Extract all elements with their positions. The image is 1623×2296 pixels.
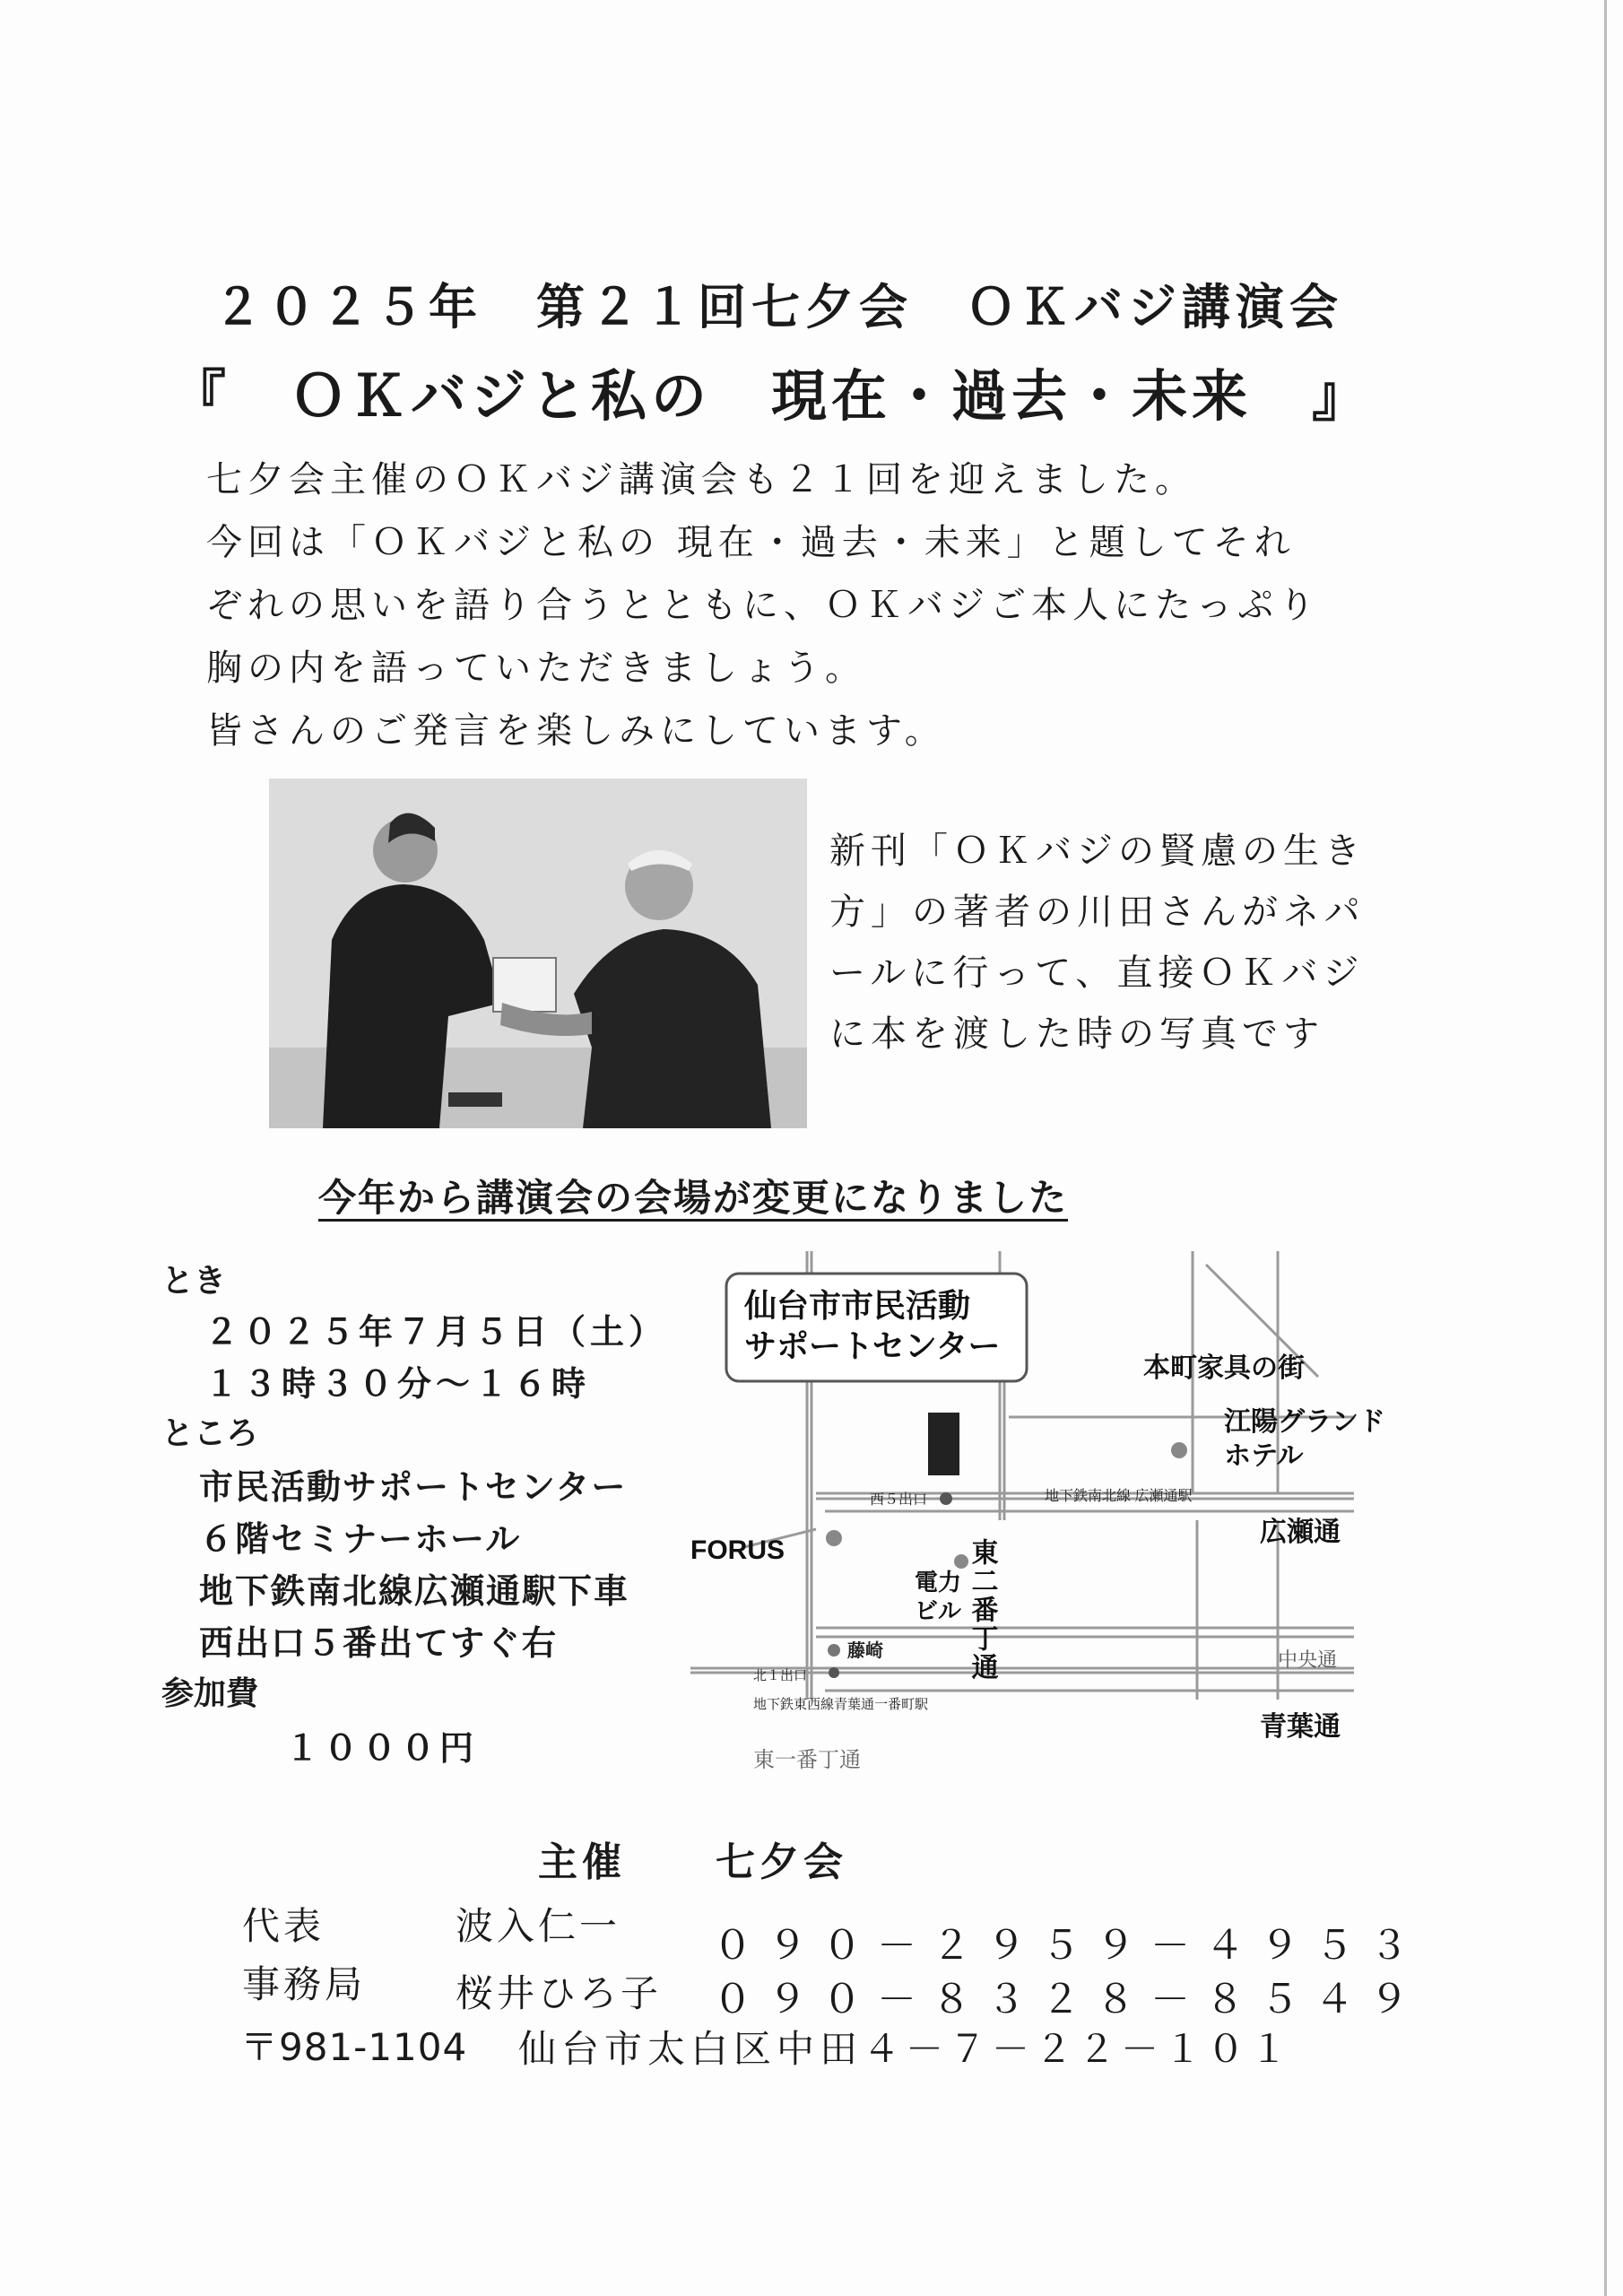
event-subtitle: 『 ＯＫバジと私の 現在・過去・未来 』 xyxy=(170,363,1373,429)
organizer-name: 七夕会 xyxy=(716,1839,847,1885)
contact-name: 桜井ひろ子 xyxy=(456,1971,663,2015)
event-photo xyxy=(269,778,807,1128)
map-label-hotel-2: ホテル xyxy=(1224,1441,1304,1471)
west-exit-marker xyxy=(940,1492,952,1505)
event-title: ２０２５年 第２１回七夕会 ＯＫバジ講演会 xyxy=(213,279,1343,335)
map-label-denryoku-1: 電力 xyxy=(915,1569,962,1596)
street-address: 仙台市太白区中田４－７－２２－１０１ xyxy=(518,2027,1294,2071)
fee-label: 参加費 xyxy=(161,1675,259,1712)
caption-line: ールに行って、直接ＯＫバジ xyxy=(829,952,1365,994)
organizer xyxy=(538,1830,847,1887)
intro-paragraph: 皆さんのご発言を楽しみにしています。 xyxy=(206,710,946,752)
map-label-west-exit: 西５出口 xyxy=(870,1492,928,1508)
map-venue-name-2: サポートセンター xyxy=(744,1327,1001,1364)
caption-line: に本を渡した時の写真です xyxy=(829,1013,1324,1055)
map-label-aoba-dori: 青葉通 xyxy=(1260,1712,1341,1742)
intro-text xyxy=(206,448,1336,762)
where-label: ところ xyxy=(161,1415,259,1452)
when-label: とき xyxy=(161,1263,227,1300)
contact-role: 代表 xyxy=(242,1904,325,1948)
map-label-hirose-dori: 広瀬通 xyxy=(1260,1518,1341,1547)
map-label-forus: FORUS xyxy=(690,1535,785,1565)
intro-paragraph: 七夕会主催のＯＫバジ講演会も２１回を迎えました。 xyxy=(206,459,1196,500)
fee-amount: １０００円 xyxy=(285,1728,479,1768)
map-label-higashi-ichibancho: 東一番丁通 xyxy=(753,1748,861,1772)
map-label-tozai-station: 地下鉄東西線青葉通一番町駅 xyxy=(753,1697,929,1712)
place-line: 地下鉄南北線広瀬通駅下車 xyxy=(199,1571,630,1611)
map-label-hotel-1: 江陽グランド xyxy=(1224,1407,1385,1437)
intro-paragraph: 今回は「ＯＫバジと私の 現在・過去・未来」と題してそれぞれの思いを語り合うとともに、ＯＫバジご本人にたっぷり胸の内を語っていただきましょう。 xyxy=(206,522,1320,689)
photo-caption xyxy=(829,821,1366,1065)
contact-name: 波入仁一 xyxy=(456,1904,621,1948)
map-label-chuo-dori: 中央通 xyxy=(1278,1648,1338,1671)
contact-role: 事務局 xyxy=(242,1962,367,2006)
contact-phone: ０９０－２９５９－４９５３ xyxy=(713,1923,1424,1969)
north-exit-marker xyxy=(829,1667,839,1678)
organizer-label: 主催 xyxy=(538,1839,626,1885)
forus-marker xyxy=(826,1530,842,1546)
map-label-honcho: 本町家具の街 xyxy=(1143,1353,1305,1383)
map-label-higashi-nibancho: 東二番丁通 xyxy=(967,1538,997,1682)
place-line: 市民活動サポートセンター xyxy=(199,1467,628,1507)
scan-edge xyxy=(1604,0,1607,2296)
caption-line: 新刊「ＯＫバジの賢慮の生き xyxy=(829,831,1366,872)
map-label-fujisaki: 藤崎 xyxy=(847,1641,883,1661)
event-time: １３時３０分～１６時 xyxy=(204,1364,591,1404)
fujisaki-marker xyxy=(828,1644,840,1657)
caption-line: 方」の著者の川田さんがネパ xyxy=(829,891,1366,933)
place-line: 西出口５番出てすぐ右 xyxy=(199,1623,559,1663)
map-label-denryoku-2: ビル xyxy=(915,1597,962,1624)
venue-map xyxy=(690,1251,1385,1780)
event-date: ２０２５年７月５日（土） xyxy=(204,1312,668,1352)
venue-building-marker xyxy=(928,1413,959,1475)
postal-code: 〒981-1104 xyxy=(240,2025,468,2069)
venue-change-notice: 今年から講演会の会場が変更になりました xyxy=(318,1176,1069,1220)
hotel-marker xyxy=(1171,1442,1187,1458)
place-line: ６階セミナーホール xyxy=(199,1519,522,1559)
contact-phone: ０９０－８３２８－８５４９ xyxy=(713,1977,1424,2022)
map-label-north-exit: 北１出口 xyxy=(753,1668,808,1683)
map-drawing xyxy=(690,1251,1385,1780)
map-label-hirose-station: 地下鉄南北線 広瀬通駅 xyxy=(1045,1489,1193,1504)
map-venue-name-1: 仙台市市民活動 xyxy=(744,1287,971,1324)
